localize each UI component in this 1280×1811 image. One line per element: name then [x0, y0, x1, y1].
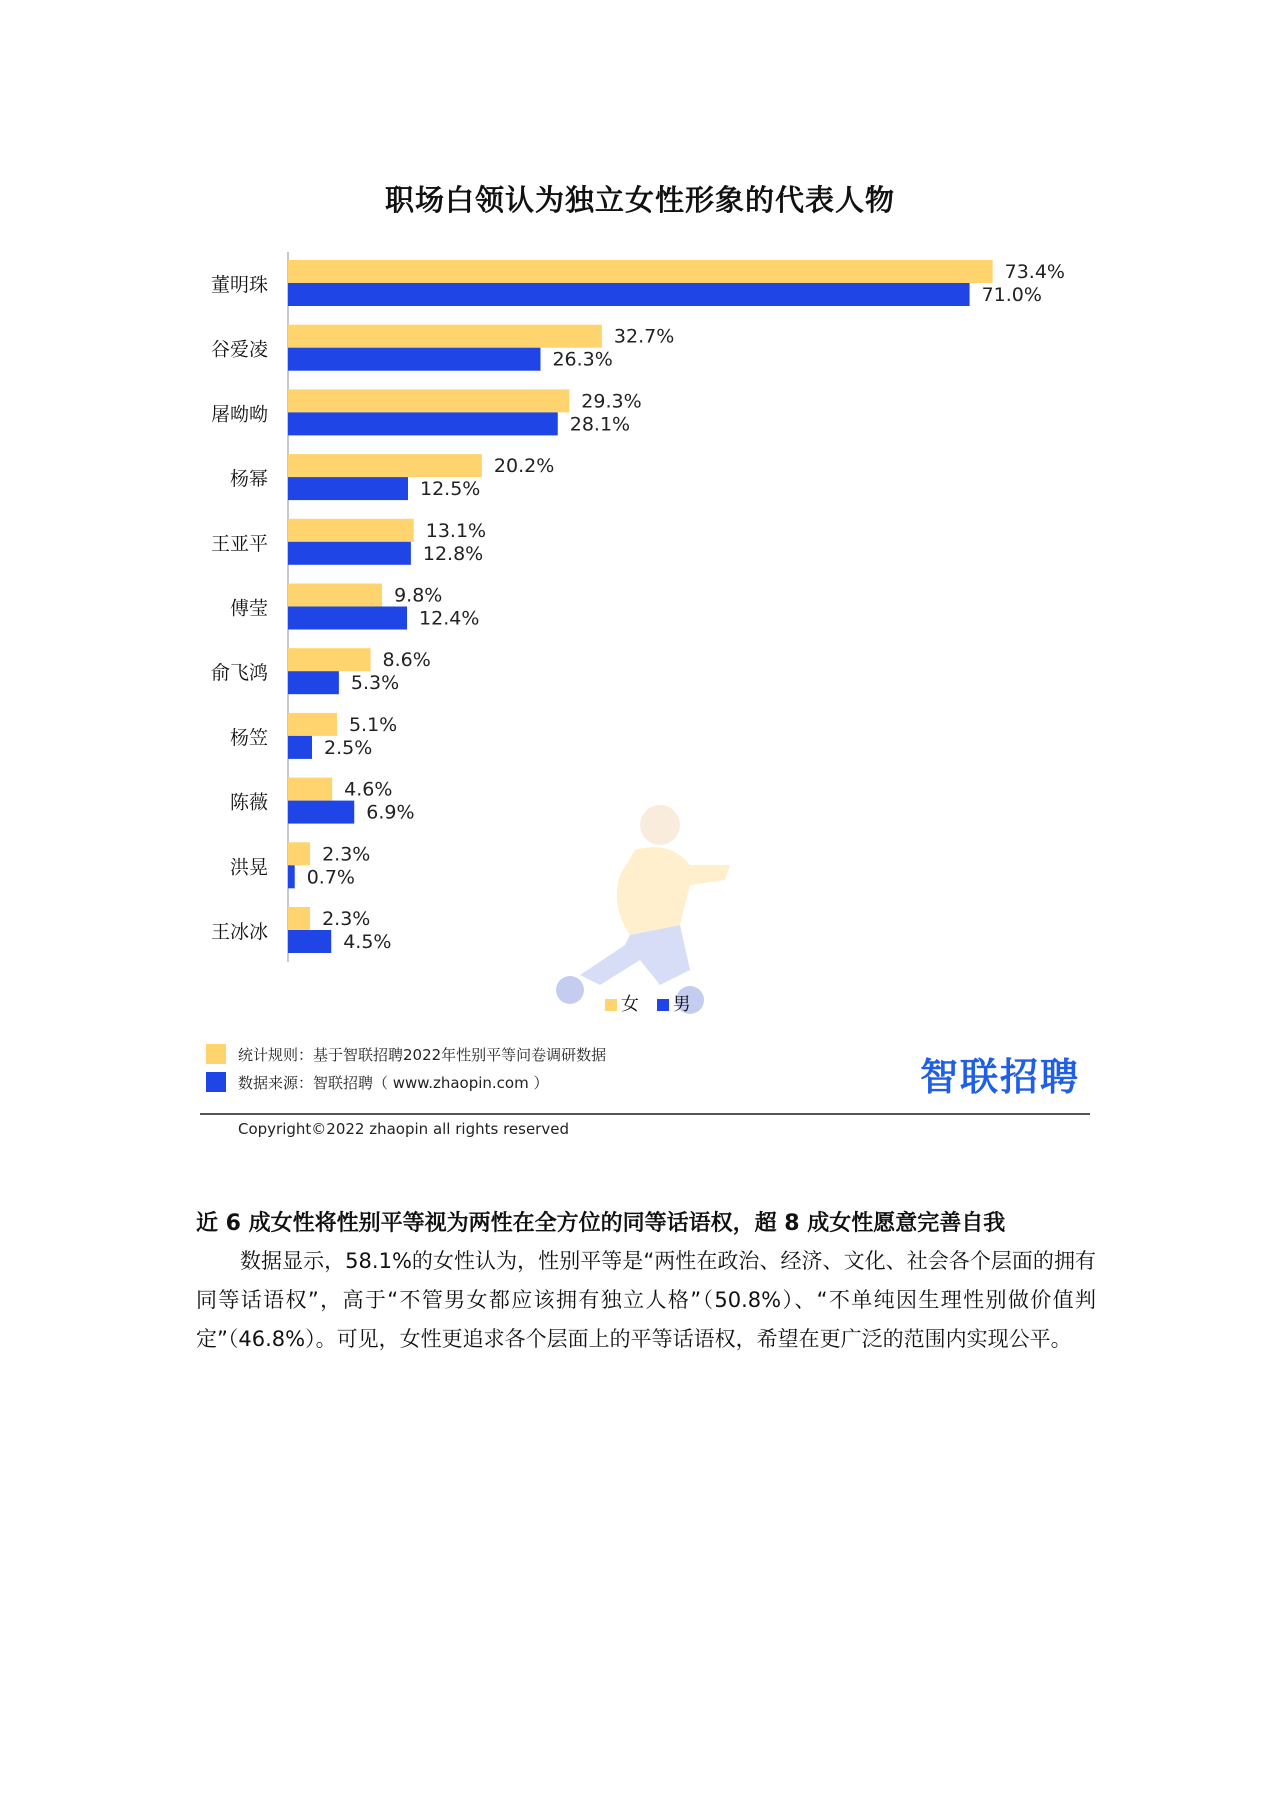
data-label-male: 0.7%: [306, 866, 356, 889]
section-paragraph: 数据显示，58.1%的女性认为，性别平等是“两性在政治、经济、文化、社会各个层面的拥有同等话语权”，高于“不管男女都应该拥有独立人格”（50.8%）、“不单纯因生理性别做价值判定”（46.8%）。可见，女性更追求各个层面上的平等话语权，希望在更广泛的范围内实现公平。: [196, 1249, 1096, 1351]
bar-female: [288, 519, 414, 542]
category-label: 屠呦呦: [210, 403, 268, 426]
category-label: 谷爱凌: [210, 338, 268, 361]
legend-label-female: 女: [621, 994, 639, 1015]
category-label: 俞飞鸿: [210, 662, 268, 685]
data-label-female: 9.8%: [394, 584, 443, 607]
legend-swatch-male: [657, 999, 669, 1011]
data-label-female: 13.1%: [425, 519, 487, 542]
footer-rule-swatch: [206, 1044, 226, 1064]
bar-male: [288, 348, 540, 371]
data-label-male: 28.1%: [569, 413, 631, 436]
bar-male: [288, 283, 970, 306]
bar-female: [288, 389, 569, 412]
bar-male: [288, 736, 312, 759]
category-label: 董明珠: [210, 274, 268, 296]
category-label: 王冰冰: [210, 921, 268, 943]
data-label-female: 2.3%: [322, 843, 371, 866]
bar-female: [288, 325, 602, 348]
bar-female: [288, 648, 371, 671]
bar-female: [288, 454, 482, 477]
data-label-female: 5.1%: [348, 713, 398, 736]
data-label-male: 4.5%: [343, 931, 392, 953]
bar-male: [288, 930, 331, 953]
chart-title: 职场白领认为独立女性形象的代表人物: [384, 183, 895, 217]
data-label-female: 29.3%: [581, 390, 642, 413]
category-label: 杨幂: [229, 468, 268, 491]
data-label-female: 73.4%: [1004, 261, 1065, 283]
footer-source-text: 数据来源：智联招聘（ www.zhaopin.com ）: [238, 1074, 549, 1092]
legend-item-female: [605, 990, 639, 1016]
category-label: 傅莹: [229, 597, 268, 620]
section-heading: 近 6 成女性将性别平等视为两性在全方位的同等话语权，超 8 成女性愿意完善自我: [196, 1211, 1006, 1236]
bar-male: [288, 865, 295, 888]
chart-footer: [200, 1040, 1090, 1099]
legend-swatch-female: [605, 999, 617, 1011]
bar-male: [288, 801, 354, 824]
data-label-male: 5.3%: [350, 672, 400, 695]
data-label-male: 12.5%: [420, 478, 481, 501]
copyright-text: Copyright©2022 zhaopin all rights reserved: [238, 1120, 569, 1138]
category-label: 洪晃: [229, 856, 268, 879]
data-label-female: 4.6%: [344, 778, 393, 801]
data-label-female: 2.3%: [322, 908, 371, 930]
data-label-male: 6.9%: [366, 801, 415, 824]
footer-divider: [200, 1113, 1090, 1115]
data-label-female: 20.2%: [493, 455, 555, 478]
category-label: 杨笠: [229, 726, 268, 749]
category-label: 王亚平: [210, 532, 268, 555]
brand-logo: 智联招聘: [919, 1055, 1080, 1099]
bar-female: [288, 778, 332, 801]
bar-female: [288, 260, 993, 283]
bar-female: [288, 907, 310, 930]
data-label-male: 71.0%: [981, 284, 1042, 306]
data-label-female: 32.7%: [613, 325, 675, 348]
footer-rule-text: 统计规则：基于智联招聘2022年性别平等问卷调研数据: [238, 1046, 607, 1064]
bar-male: [288, 412, 558, 435]
footer-source-swatch: [206, 1072, 226, 1092]
bar-male: [288, 477, 408, 500]
data-label-male: 12.4%: [419, 607, 480, 630]
legend-item-male: [657, 990, 691, 1016]
category-label: 陈薇: [229, 791, 268, 814]
bar-female: [288, 584, 382, 607]
legend-label-male: 男: [672, 994, 691, 1015]
chart-legend: [605, 990, 703, 1016]
data-label-male: 26.3%: [552, 348, 613, 371]
bar-male: [288, 671, 339, 694]
bar-female: [288, 713, 337, 736]
bar-male: [288, 542, 411, 565]
bar-female: [288, 842, 310, 865]
data-label-male: 2.5%: [324, 736, 373, 759]
data-label-female: 8.6%: [382, 649, 431, 672]
data-label-male: 12.8%: [422, 542, 484, 565]
bar-male: [288, 607, 407, 630]
